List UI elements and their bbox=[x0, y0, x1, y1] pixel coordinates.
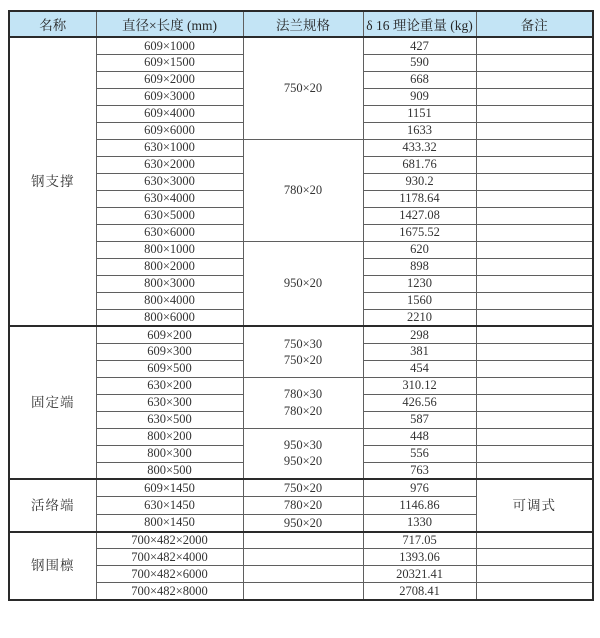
dimension-cell: 630×300 bbox=[96, 394, 243, 411]
remark-cell bbox=[476, 105, 593, 122]
dimension-cell: 609×200 bbox=[96, 326, 243, 343]
flange-spec-line: 950×20 bbox=[283, 276, 323, 291]
remark-cell bbox=[476, 566, 593, 583]
weight-cell: 1427.08 bbox=[363, 207, 476, 224]
section-name-cell: 固定端 bbox=[9, 326, 96, 479]
flange-spec-cell bbox=[243, 377, 363, 428]
flange-spec-line: 750×20 bbox=[283, 481, 323, 495]
header-flange-spec: 法兰规格 bbox=[243, 11, 363, 37]
flange-spec-line: 950×30 bbox=[283, 438, 323, 452]
dimension-cell: 630×4000 bbox=[96, 190, 243, 207]
table-row bbox=[9, 377, 593, 394]
dimension-cell: 800×3000 bbox=[96, 275, 243, 292]
flange-spec-cell bbox=[243, 479, 363, 497]
weight-cell: 1633 bbox=[363, 122, 476, 139]
dimension-cell: 630×1000 bbox=[96, 139, 243, 156]
section-name-cell: 活络端 bbox=[9, 479, 96, 532]
weight-cell: 930.2 bbox=[363, 173, 476, 190]
dimension-cell: 700×482×8000 bbox=[96, 583, 243, 600]
weight-cell: 1151 bbox=[363, 105, 476, 122]
dimension-cell: 609×2000 bbox=[96, 71, 243, 88]
flange-spec-cell bbox=[243, 549, 363, 566]
table-body bbox=[9, 37, 593, 600]
weight-cell: 909 bbox=[363, 88, 476, 105]
table-row bbox=[9, 428, 593, 445]
remark-cell bbox=[476, 275, 593, 292]
dimension-cell: 609×1500 bbox=[96, 54, 243, 71]
flange-spec-cell bbox=[243, 37, 363, 139]
dimension-cell: 700×482×4000 bbox=[96, 549, 243, 566]
remark-cell bbox=[476, 583, 593, 600]
flange-spec-line: 950×20 bbox=[283, 515, 323, 530]
dimension-cell: 630×5000 bbox=[96, 207, 243, 224]
flange-spec-cell bbox=[243, 532, 363, 549]
weight-cell: 668 bbox=[363, 71, 476, 88]
remark-cell bbox=[476, 532, 593, 549]
weight-cell: 1146.86 bbox=[363, 497, 476, 514]
remark-cell bbox=[476, 88, 593, 105]
table-row bbox=[9, 139, 593, 156]
weight-cell: 717.05 bbox=[363, 532, 476, 549]
dimension-cell: 800×4000 bbox=[96, 292, 243, 309]
weight-cell: 426.56 bbox=[363, 394, 476, 411]
header-remark: 备注 bbox=[476, 11, 593, 37]
weight-cell: 2210 bbox=[363, 309, 476, 326]
remark-cell bbox=[476, 258, 593, 275]
remark-cell bbox=[476, 394, 593, 411]
dimension-cell: 609×1450 bbox=[96, 479, 243, 497]
flange-spec-line: 950×20 bbox=[283, 454, 323, 469]
weight-cell: 556 bbox=[363, 445, 476, 462]
weight-cell: 298 bbox=[363, 326, 476, 343]
flange-spec-cell bbox=[243, 497, 363, 514]
remark-cell bbox=[476, 241, 593, 258]
weight-cell: 1560 bbox=[363, 292, 476, 309]
remark-cell bbox=[476, 139, 593, 156]
dimension-cell: 800×6000 bbox=[96, 309, 243, 326]
flange-spec-cell bbox=[243, 428, 363, 479]
remark-cell bbox=[476, 71, 593, 88]
weight-cell: 381 bbox=[363, 343, 476, 360]
table-row bbox=[9, 326, 593, 343]
weight-cell: 1330 bbox=[363, 514, 476, 532]
remark-cell bbox=[476, 173, 593, 190]
remark-cell bbox=[476, 326, 593, 343]
remark-cell bbox=[476, 411, 593, 428]
weight-cell: 620 bbox=[363, 241, 476, 258]
remark-cell bbox=[476, 549, 593, 566]
spec-table bbox=[8, 10, 594, 601]
flange-spec-line: 750×20 bbox=[283, 352, 323, 367]
dimension-cell: 800×300 bbox=[96, 445, 243, 462]
remark-cell bbox=[476, 54, 593, 71]
dimension-cell: 630×2000 bbox=[96, 156, 243, 173]
weight-cell: 898 bbox=[363, 258, 476, 275]
remark-cell bbox=[476, 343, 593, 360]
table-row bbox=[9, 549, 593, 566]
flange-spec-line: 780×20 bbox=[283, 182, 323, 197]
flange-spec-cell bbox=[243, 566, 363, 583]
weight-cell: 20321.41 bbox=[363, 566, 476, 583]
table-row bbox=[9, 583, 593, 600]
weight-cell: 976 bbox=[363, 479, 476, 497]
flange-spec-line: 780×20 bbox=[283, 498, 323, 513]
flange-spec-line: 780×20 bbox=[283, 403, 323, 418]
remark-cell bbox=[476, 156, 593, 173]
remark-cell bbox=[476, 360, 593, 377]
remark-cell bbox=[476, 428, 593, 445]
table-row bbox=[9, 37, 593, 54]
dimension-cell: 700×482×6000 bbox=[96, 566, 243, 583]
weight-cell: 590 bbox=[363, 54, 476, 71]
remark-cell bbox=[476, 207, 593, 224]
remark-cell bbox=[476, 309, 593, 326]
dimension-cell: 800×200 bbox=[96, 428, 243, 445]
dimension-cell: 609×4000 bbox=[96, 105, 243, 122]
weight-cell: 427 bbox=[363, 37, 476, 54]
dimension-cell: 609×1000 bbox=[96, 37, 243, 54]
table-row bbox=[9, 241, 593, 258]
remark-cell bbox=[476, 292, 593, 309]
dimension-cell: 630×3000 bbox=[96, 173, 243, 190]
weight-cell: 454 bbox=[363, 360, 476, 377]
dimension-cell: 609×3000 bbox=[96, 88, 243, 105]
flange-spec-cell bbox=[243, 583, 363, 600]
remark-cell bbox=[476, 190, 593, 207]
weight-cell: 763 bbox=[363, 462, 476, 479]
remark-cell bbox=[476, 224, 593, 241]
flange-spec-cell bbox=[243, 514, 363, 532]
flange-spec-cell bbox=[243, 241, 363, 326]
flange-spec-line: 750×20 bbox=[283, 81, 323, 96]
table-row bbox=[9, 532, 593, 549]
weight-cell: 433.32 bbox=[363, 139, 476, 156]
remark-cell bbox=[476, 445, 593, 462]
weight-cell: 310.12 bbox=[363, 377, 476, 394]
dimension-cell: 609×300 bbox=[96, 343, 243, 360]
flange-spec-line: 780×30 bbox=[283, 387, 323, 402]
dimension-cell: 800×500 bbox=[96, 462, 243, 479]
remark-cell bbox=[476, 122, 593, 139]
header-name: 名称 bbox=[9, 11, 96, 37]
dimension-cell: 609×500 bbox=[96, 360, 243, 377]
header-diameter-length: 直径×长度 (mm) bbox=[96, 11, 243, 37]
header-theoretical-weight: δ 16 理论重量 (kg) bbox=[363, 11, 476, 37]
weight-cell: 681.76 bbox=[363, 156, 476, 173]
weight-cell: 448 bbox=[363, 428, 476, 445]
table-header bbox=[9, 11, 593, 37]
dimension-cell: 800×1000 bbox=[96, 241, 243, 258]
weight-cell: 1393.06 bbox=[363, 549, 476, 566]
dimension-cell: 700×482×2000 bbox=[96, 532, 243, 549]
dimension-cell: 800×1450 bbox=[96, 514, 243, 532]
weight-cell: 2708.41 bbox=[363, 583, 476, 600]
weight-cell: 1675.52 bbox=[363, 224, 476, 241]
dimension-cell: 800×2000 bbox=[96, 258, 243, 275]
weight-cell: 1230 bbox=[363, 275, 476, 292]
weight-cell: 1178.64 bbox=[363, 190, 476, 207]
flange-spec-line: 750×30 bbox=[283, 336, 323, 351]
section-name-cell: 钢支撑 bbox=[9, 37, 96, 326]
remark-cell: 可调式 bbox=[476, 479, 593, 532]
remark-cell bbox=[476, 377, 593, 394]
remark-cell bbox=[476, 462, 593, 479]
dimension-cell: 630×1450 bbox=[96, 497, 243, 514]
dimension-cell: 630×200 bbox=[96, 377, 243, 394]
flange-spec-cell bbox=[243, 139, 363, 241]
flange-spec-cell bbox=[243, 326, 363, 377]
section-name-cell: 钢围檩 bbox=[9, 532, 96, 600]
table-row bbox=[9, 479, 593, 497]
remark-cell bbox=[476, 37, 593, 54]
weight-cell: 587 bbox=[363, 411, 476, 428]
dimension-cell: 609×6000 bbox=[96, 122, 243, 139]
dimension-cell: 630×500 bbox=[96, 411, 243, 428]
table-row bbox=[9, 566, 593, 583]
dimension-cell: 630×6000 bbox=[96, 224, 243, 241]
header-row bbox=[9, 11, 593, 37]
